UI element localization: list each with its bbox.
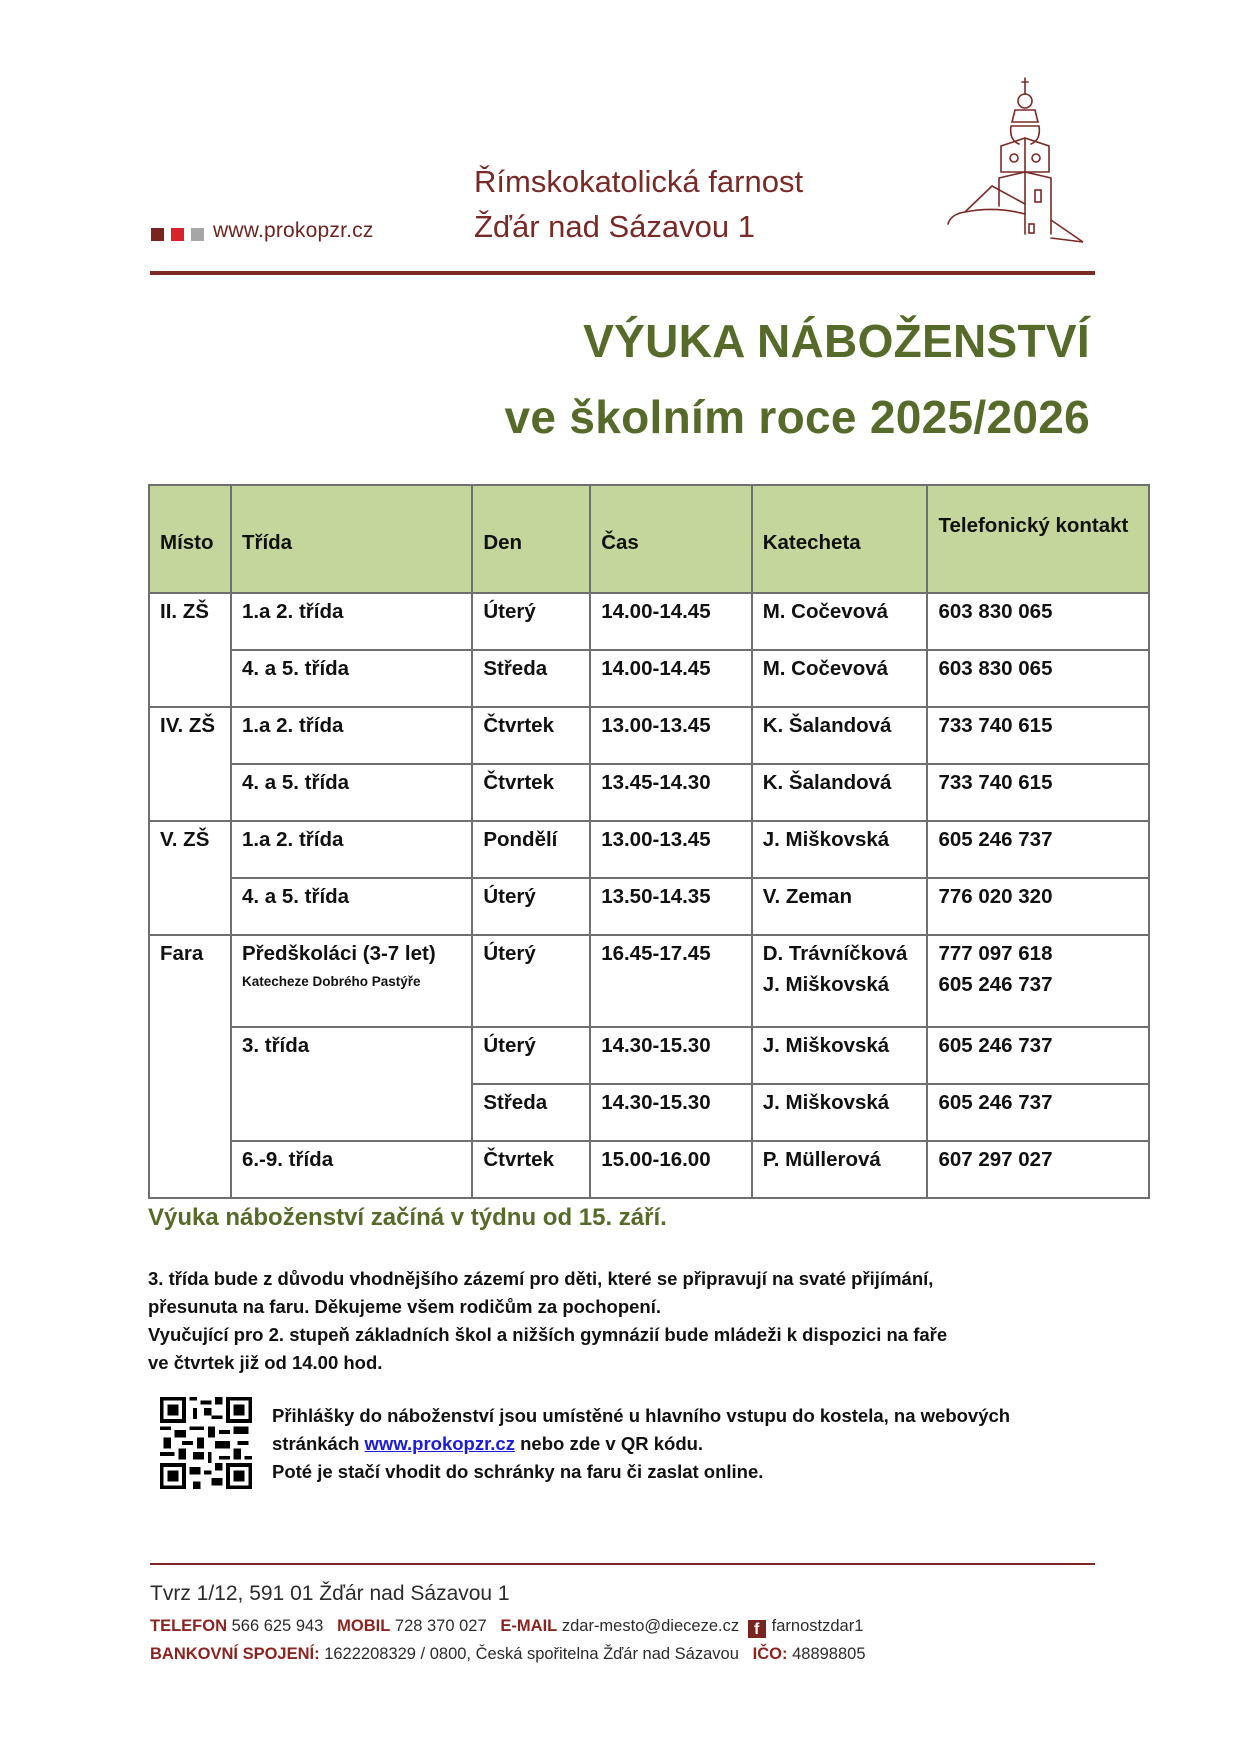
website-link[interactable]: www.prokopzr.cz bbox=[213, 219, 374, 242]
class-cell: 1.a 2. třída bbox=[231, 821, 472, 878]
phone-cell: 603 830 065 bbox=[927, 650, 1149, 707]
day-cell: Středa bbox=[472, 650, 590, 707]
teacher-cell bbox=[752, 935, 928, 1027]
brand-square-icon bbox=[171, 228, 184, 241]
schedule-table bbox=[148, 484, 1150, 1199]
info-line bbox=[272, 1430, 1122, 1458]
day-cell: Úterý bbox=[472, 878, 590, 935]
teacher-cell: J. Miškovská bbox=[752, 821, 928, 878]
time-cell: 16.45-17.45 bbox=[590, 935, 752, 1027]
column-header: Den bbox=[472, 485, 590, 593]
table-row bbox=[149, 1027, 1149, 1084]
church-tower-icon bbox=[935, 74, 1085, 244]
class-cell bbox=[231, 1084, 472, 1141]
text-fragment: stránkách bbox=[272, 1433, 365, 1454]
class-cell: 1.a 2. třída bbox=[231, 707, 472, 764]
label: BANKOVNÍ SPOJENÍ: bbox=[150, 1645, 320, 1663]
place-cell: IV. ZŠ bbox=[149, 707, 231, 764]
class-cell: 3. třída bbox=[231, 1027, 472, 1084]
brand-square-icon bbox=[151, 228, 164, 241]
day-cell: Středa bbox=[472, 1084, 590, 1141]
day-cell: Úterý bbox=[472, 593, 590, 650]
info-line: 3. třída bude z důvodu vhodnějšího zázemí pro děti, které se připravují na svaté přijímání, bbox=[148, 1268, 934, 1289]
time-cell: 14.00-14.45 bbox=[590, 650, 752, 707]
page-subtitle: ve školním roce 2025/2026 bbox=[504, 391, 1090, 443]
table-row bbox=[149, 764, 1149, 821]
label: MOBIL bbox=[337, 1617, 391, 1635]
phone-number: 605 246 737 bbox=[938, 973, 1053, 996]
class-cell: 6.-9. třída bbox=[231, 1141, 472, 1198]
registration-info bbox=[272, 1402, 1122, 1486]
mobile-value: 728 370 027 bbox=[394, 1617, 487, 1635]
table-row bbox=[149, 878, 1149, 935]
table-row bbox=[149, 593, 1149, 650]
website-link[interactable]: www.prokopzr.cz bbox=[364, 1433, 515, 1454]
table-header-row bbox=[149, 485, 1149, 593]
place-cell: II. ZŠ bbox=[149, 593, 231, 650]
teacher-cell: P. Müllerová bbox=[752, 1141, 928, 1198]
start-notice: Výuka náboženství začíná v týdnu od 15. září. bbox=[148, 1204, 667, 1231]
day-cell: Čtvrtek bbox=[472, 707, 590, 764]
day-cell: Úterý bbox=[472, 935, 590, 1027]
info-line: ve čtvrtek již od 14.00 hod. bbox=[148, 1352, 383, 1373]
place-cell: V. ZŠ bbox=[149, 821, 231, 878]
teacher-cell: K. Šalandová bbox=[752, 764, 928, 821]
phone-number: 777 097 618 bbox=[938, 942, 1053, 965]
qr-code-icon[interactable] bbox=[160, 1397, 252, 1489]
teacher-cell: M. Cočevová bbox=[752, 650, 928, 707]
time-cell: 14.00-14.45 bbox=[590, 593, 752, 650]
table-row bbox=[149, 1084, 1149, 1141]
time-cell: 15.00-16.00 bbox=[590, 1141, 752, 1198]
time-cell: 14.30-15.30 bbox=[590, 1027, 752, 1084]
phone-cell: 605 246 737 bbox=[927, 1084, 1149, 1141]
phone-cell: 605 246 737 bbox=[927, 1027, 1149, 1084]
teacher-cell: M. Cočevová bbox=[752, 593, 928, 650]
column-header: Třída bbox=[231, 485, 472, 593]
facebook-icon: f bbox=[748, 1620, 766, 1638]
column-header: Čas bbox=[590, 485, 752, 593]
phone-cell: 603 830 065 bbox=[927, 593, 1149, 650]
column-header: Katecheta bbox=[752, 485, 928, 593]
facebook-link[interactable]: farnostzdar1 bbox=[771, 1617, 864, 1635]
teacher-name: J. Miškovská bbox=[762, 973, 890, 996]
place-cell bbox=[149, 1141, 231, 1198]
table-row bbox=[149, 1141, 1149, 1198]
table-row bbox=[149, 650, 1149, 707]
bank-value: 1622208329 / 0800, Česká spořitelna Žďár nad Sázavou bbox=[324, 1645, 739, 1663]
parish-town: Žďár nad Sázavou 1 bbox=[474, 209, 755, 244]
phone-cell: 733 740 615 bbox=[927, 764, 1149, 821]
info-line: Poté je stačí vhodit do schránky na faru či zaslat online. bbox=[272, 1461, 764, 1482]
day-cell: Pondělí bbox=[472, 821, 590, 878]
footer-divider bbox=[150, 1563, 1095, 1565]
label: IČO: bbox=[752, 1645, 788, 1663]
label: TELEFON bbox=[150, 1617, 227, 1635]
phone-cell: 605 246 737 bbox=[927, 821, 1149, 878]
teacher-cell: K. Šalandová bbox=[752, 707, 928, 764]
info-line: přesunuta na faru. Děkujeme všem rodičům za pochopení. bbox=[148, 1296, 661, 1317]
label: E-MAIL bbox=[500, 1617, 558, 1635]
time-cell: 13.00-13.45 bbox=[590, 707, 752, 764]
column-header: Telefonický kontakt bbox=[927, 485, 1149, 593]
place-cell bbox=[149, 1084, 231, 1141]
place-cell bbox=[149, 650, 231, 707]
day-cell: Čtvrtek bbox=[472, 764, 590, 821]
parish-name: Římskokatolická farnost bbox=[474, 164, 804, 199]
info-paragraph bbox=[148, 1265, 1048, 1377]
place-cell bbox=[149, 1027, 231, 1084]
time-cell: 14.30-15.30 bbox=[590, 1084, 752, 1141]
email-link[interactable]: zdar-mesto@dieceze.cz bbox=[561, 1617, 740, 1635]
class-note: Katecheze Dobrého Pastýře bbox=[241, 974, 421, 989]
teacher-cell: V. Zeman bbox=[752, 878, 928, 935]
footer-bank bbox=[150, 1645, 866, 1664]
ico-value: 48898805 bbox=[792, 1645, 866, 1663]
table-row bbox=[149, 707, 1149, 764]
teacher-cell: J. Miškovská bbox=[752, 1084, 928, 1141]
time-cell: 13.00-13.45 bbox=[590, 821, 752, 878]
day-cell: Čtvrtek bbox=[472, 1141, 590, 1198]
phone-cell: 607 297 027 bbox=[927, 1141, 1149, 1198]
class-name: Předškoláci (3-7 let) bbox=[241, 942, 436, 965]
info-line: Vyučující pro 2. stupeň základních škol a nižších gymnázií bude mládeži k dispozici na faře bbox=[148, 1324, 948, 1345]
class-cell bbox=[231, 935, 472, 1027]
table-row bbox=[149, 821, 1149, 878]
class-cell: 4. a 5. třída bbox=[231, 878, 472, 935]
page-title: VÝUKA NÁBOŽENSTVÍ bbox=[583, 315, 1090, 367]
place-cell bbox=[149, 764, 231, 821]
day-cell: Úterý bbox=[472, 1027, 590, 1084]
info-line: Přihlášky do náboženství jsou umístěné u hlavního vstupu do kostela, na webových bbox=[272, 1405, 1011, 1426]
header-divider bbox=[150, 271, 1095, 275]
phone-cell: 776 020 320 bbox=[927, 878, 1149, 935]
teacher-name: D. Trávníčková bbox=[762, 942, 908, 965]
table-row bbox=[149, 935, 1149, 1027]
place-cell bbox=[149, 878, 231, 935]
time-cell: 13.45-14.30 bbox=[590, 764, 752, 821]
class-cell: 4. a 5. třída bbox=[231, 764, 472, 821]
brand-square-icon bbox=[191, 228, 204, 241]
phone-cell: 733 740 615 bbox=[927, 707, 1149, 764]
phone-value: 566 625 943 bbox=[231, 1617, 324, 1635]
teacher-cell: J. Miškovská bbox=[752, 1027, 928, 1084]
class-cell: 4. a 5. třída bbox=[231, 650, 472, 707]
class-cell: 1.a 2. třída bbox=[231, 593, 472, 650]
footer-contacts bbox=[150, 1617, 863, 1638]
text-fragment: nebo zde v QR kódu. bbox=[514, 1433, 704, 1454]
time-cell: 13.50-14.35 bbox=[590, 878, 752, 935]
phone-cell bbox=[927, 935, 1149, 1027]
place-cell: Fara bbox=[149, 935, 231, 1027]
footer-address: Tvrz 1/12, 591 01 Žďár nad Sázavou 1 bbox=[150, 1582, 510, 1605]
column-header: Místo bbox=[149, 485, 231, 593]
